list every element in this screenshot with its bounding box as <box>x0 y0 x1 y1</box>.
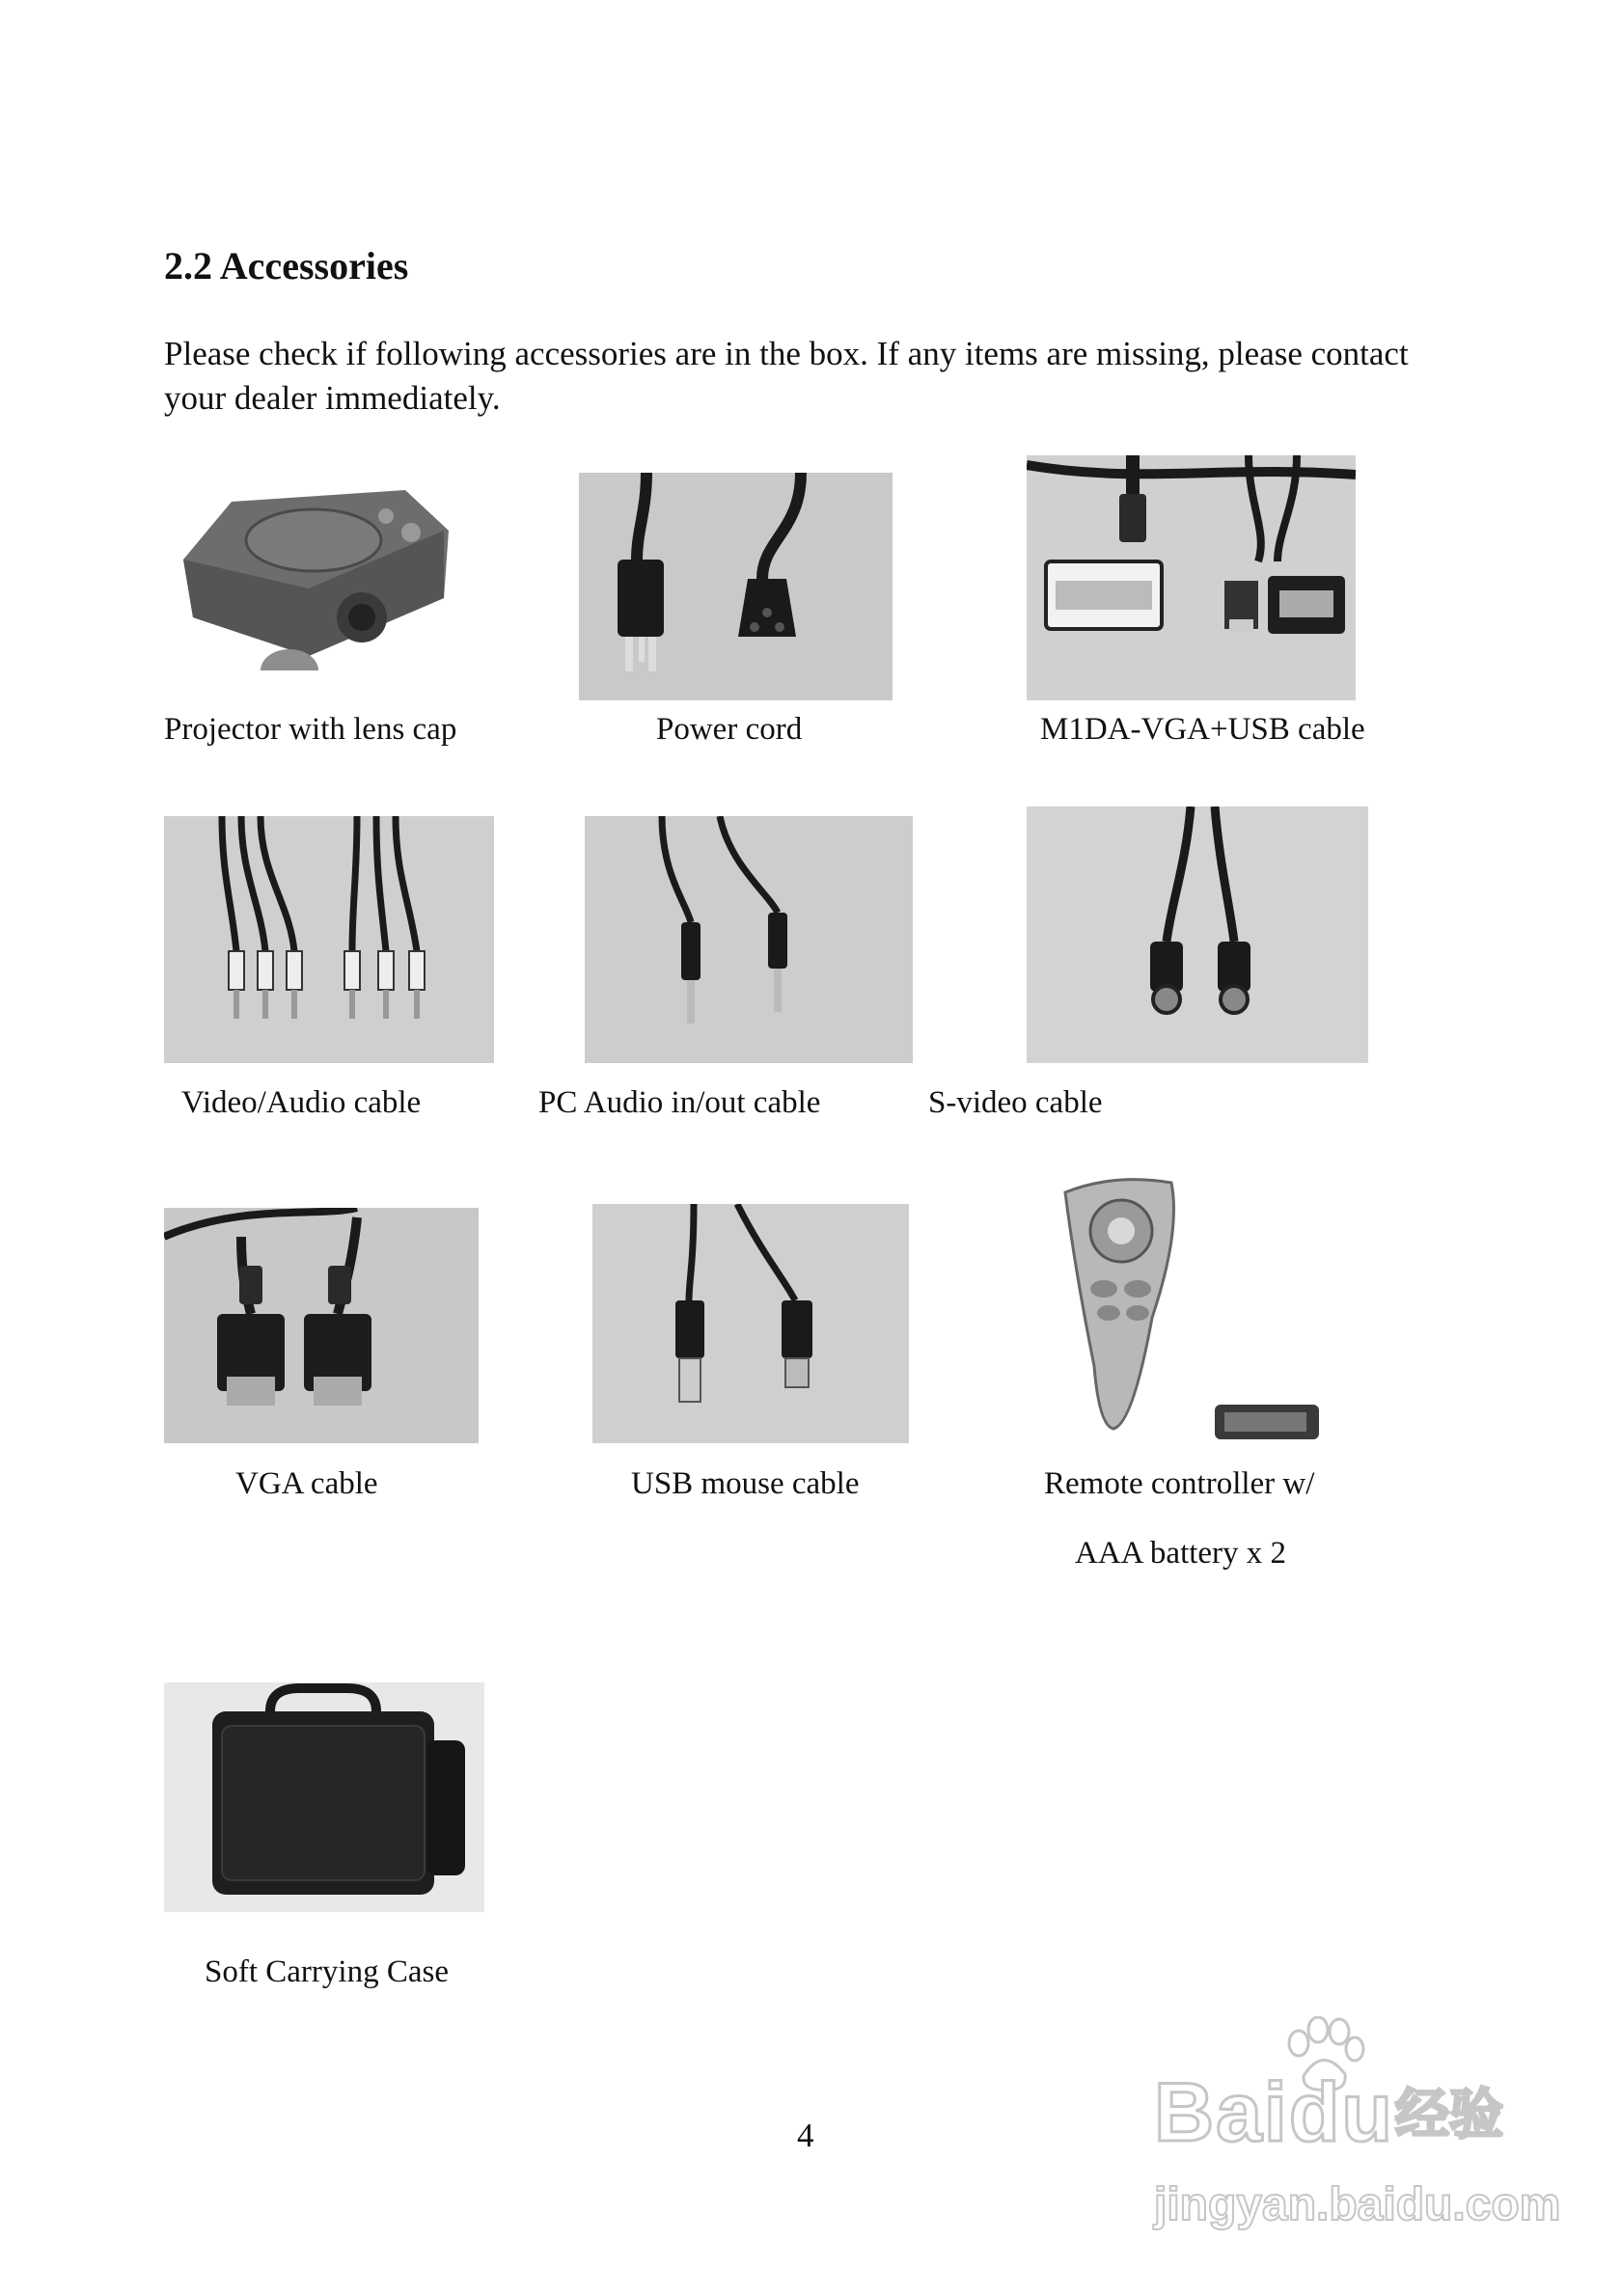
caption-s-video: S-video cable <box>928 1085 1103 1120</box>
usb-mouse-cable-photo <box>592 1204 909 1443</box>
caption-power-cord: Power cord <box>656 712 803 747</box>
caption-usb-mouse: USB mouse cable <box>631 1466 860 1501</box>
baidu-watermark <box>1154 2064 1598 2257</box>
caption-pc-audio: PC Audio in/out cable <box>538 1085 821 1120</box>
watermark-url: jingyan.baidu.com <box>1154 2179 1561 2230</box>
caption-projector: Projector with lens cap <box>164 712 457 747</box>
caption-remote-line2: AAA battery x 2 <box>1075 1536 1287 1571</box>
carrying-case-photo <box>164 1682 484 1912</box>
remote-controller-photo <box>1056 1173 1326 1445</box>
section-heading: 2.2 Accessories <box>164 244 409 287</box>
watermark-sub: 经验 <box>1395 2084 1503 2146</box>
projector-photo <box>164 473 453 670</box>
watermark-brand: Baidu <box>1154 2066 1394 2159</box>
pc-audio-cable-photo <box>585 816 913 1063</box>
s-video-cable-photo <box>1027 806 1368 1063</box>
intro-paragraph: Please check if following accessories are in the box. If any items are missing, please contact your dealer immediately. <box>164 335 1409 417</box>
m1da-vga-usb-cable-photo <box>1027 455 1356 700</box>
caption-m1da-cable: M1DA-VGA+USB cable <box>1040 712 1365 747</box>
caption-vga: VGA cable <box>235 1466 378 1501</box>
video-audio-cable-photo <box>164 816 494 1063</box>
power-cord-photo <box>579 473 893 700</box>
page-number: 4 <box>797 2117 814 2154</box>
caption-carrying-case: Soft Carrying Case <box>205 1954 449 1989</box>
vga-cable-photo <box>164 1208 479 1443</box>
caption-remote-line1: Remote controller w/ <box>1044 1466 1315 1501</box>
caption-video-audio: Video/Audio cable <box>181 1085 422 1120</box>
